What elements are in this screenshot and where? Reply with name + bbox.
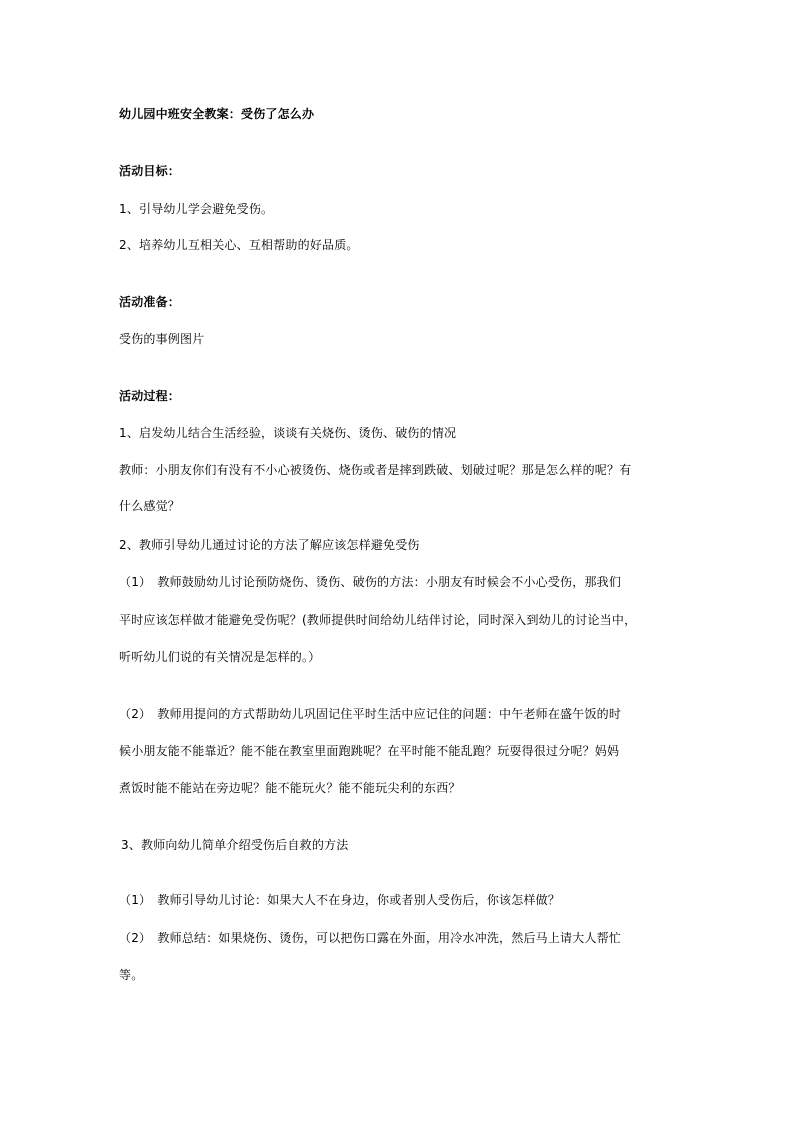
paragraph-line: 教师：小朋友你们有没有不小心被烫伤、烧伤或者是摔到跌破、划破过呢？那是怎么样的呢？有 xyxy=(119,463,632,477)
process-step-3: 3、教师向幼儿简单介绍受伤后自救的方法 xyxy=(121,838,349,852)
process-step-2: 2、教师引导幼儿通过讨论的方法了解应该怎样避免受伤 xyxy=(119,538,420,552)
paragraph-line: （2） 教师用提问的方式帮助幼儿巩固记住平时生活中应记住的问题：中午老师在盛午饭的时 xyxy=(119,707,622,721)
goal-item: 2、培养幼儿互相关心、互相帮助的好品质。 xyxy=(119,238,359,252)
document-title: 幼儿园中班安全教案：受伤了怎么办 xyxy=(119,107,315,121)
process-heading: 活动过程： xyxy=(119,389,181,403)
paragraph-line: 平时应该怎样做才能避免受伤呢？(教师提供时间给幼儿结伴讨论，同时深入到幼儿的讨论当中， xyxy=(119,613,637,627)
prep-heading: 活动准备： xyxy=(119,295,181,309)
paragraph-line: 等。 xyxy=(119,968,144,982)
process-step-1: 1、启发幼儿结合生活经验，谈谈有关烧伤、烫伤、破伤的情况 xyxy=(119,426,457,440)
paragraph-line: （1） 教师鼓励幼儿讨论预防烧伤、烫伤、破伤的方法：小朋友有时候会不小心受伤，那我们 xyxy=(119,575,622,589)
goals-heading: 活动目标： xyxy=(119,164,181,178)
paragraph-line: （2） 教师总结：如果烧伤、烫伤，可以把伤口露在外面，用冷水冲洗，然后马上请大人帮忙 xyxy=(119,931,622,945)
goal-item: 1、引导幼儿学会避免受伤。 xyxy=(119,202,274,216)
paragraph-line: （1） 教师引导幼儿讨论：如果大人不在身边，你或者别人受伤后，你该怎样做？ xyxy=(119,893,561,907)
paragraph-line: 煮饭时能不能站在旁边呢？能不能玩火？能不能玩尖利的东西？ xyxy=(119,781,461,795)
paragraph-line: 候小朋友能不能靠近？能不能在教室里面跑跳呢？在平时能不能乱跑？玩耍得很过分呢？妈妈 xyxy=(119,744,620,758)
prep-text: 受伤的事例图片 xyxy=(119,332,205,346)
paragraph-line: 什么感觉？ xyxy=(119,499,181,513)
paragraph-line: 听听幼儿们说的有关情况是怎样的。） xyxy=(119,650,321,664)
